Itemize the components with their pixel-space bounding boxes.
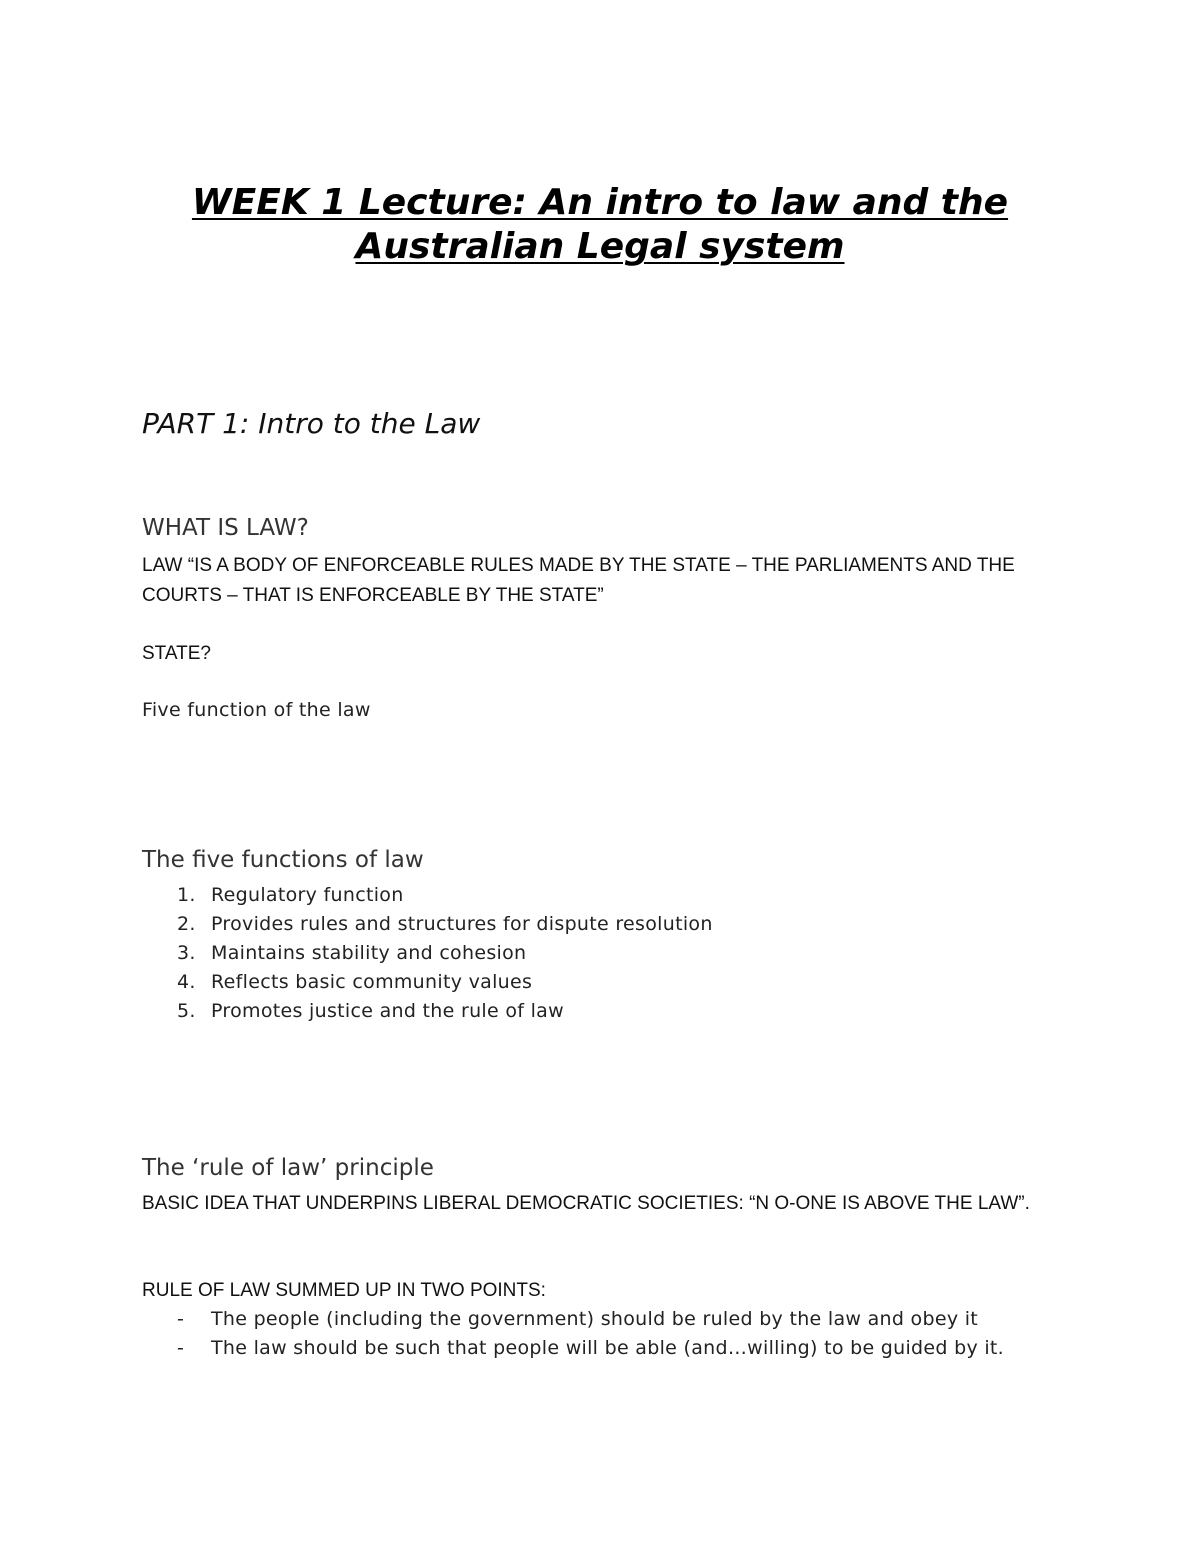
list-item: [142, 1334, 1062, 1363]
list-number: 3.: [177, 942, 196, 964]
law-definition: LAW “IS A BODY OF ENFORCEABLE RULES MADE BY THE STATE – THE PARLIAMENTS AND THE COURTS – THAT IS ENFORCEABLE BY THE STATE”: [142, 555, 1015, 606]
state-question: STATE?: [142, 643, 211, 664]
list-number: 5.: [177, 1000, 196, 1022]
list-item: [142, 968, 713, 997]
list-number: 4.: [177, 971, 196, 993]
rule-of-law-heading: The ‘rule of law’ principle: [142, 1155, 434, 1181]
list-item-text: Maintains stability and cohesion: [211, 942, 527, 964]
list-item-text: Promotes justice and the rule of law: [211, 1000, 564, 1022]
rule-of-law-points: [142, 1305, 1062, 1363]
what-is-law-heading: WHAT IS LAW?: [142, 515, 309, 541]
rule-of-law-summary-heading: RULE OF LAW SUMMED UP IN TWO POINTS:: [142, 1280, 546, 1301]
list-item-text: Regulatory function: [211, 884, 404, 906]
rule-of-law-basic-idea: BASIC IDEA THAT UNDERPINS LIBERAL DEMOCRATIC SOCIETIES: “N O-ONE IS ABOVE THE LAW”.: [142, 1193, 1030, 1214]
five-function-note: Five function of the law: [142, 699, 371, 721]
list-item: [142, 910, 713, 939]
five-functions-list: [142, 881, 713, 1026]
list-number: 1.: [177, 884, 196, 906]
list-item-text: Reflects basic community values: [211, 971, 533, 993]
dash-bullet: -: [177, 1308, 185, 1330]
five-functions-heading: The five functions of law: [142, 847, 424, 873]
document-title: WEEK 1 Lecture: An intro to law and the Australian Legal system: [191, 182, 1009, 267]
list-item: [142, 997, 713, 1026]
list-item: [142, 939, 713, 968]
list-item-text: The people (including the government) should be ruled by the law and obey it: [211, 1308, 979, 1330]
list-item-text: Provides rules and structures for dispute resolution: [211, 913, 713, 935]
part-heading: PART 1: Intro to the Law: [142, 407, 481, 440]
list-number: 2.: [177, 913, 196, 935]
list-item: [142, 881, 713, 910]
list-item: [142, 1305, 1062, 1334]
dash-bullet: -: [177, 1337, 185, 1359]
list-item-text: The law should be such that people will be able (and…willing) to be guided by it.: [211, 1337, 1005, 1359]
